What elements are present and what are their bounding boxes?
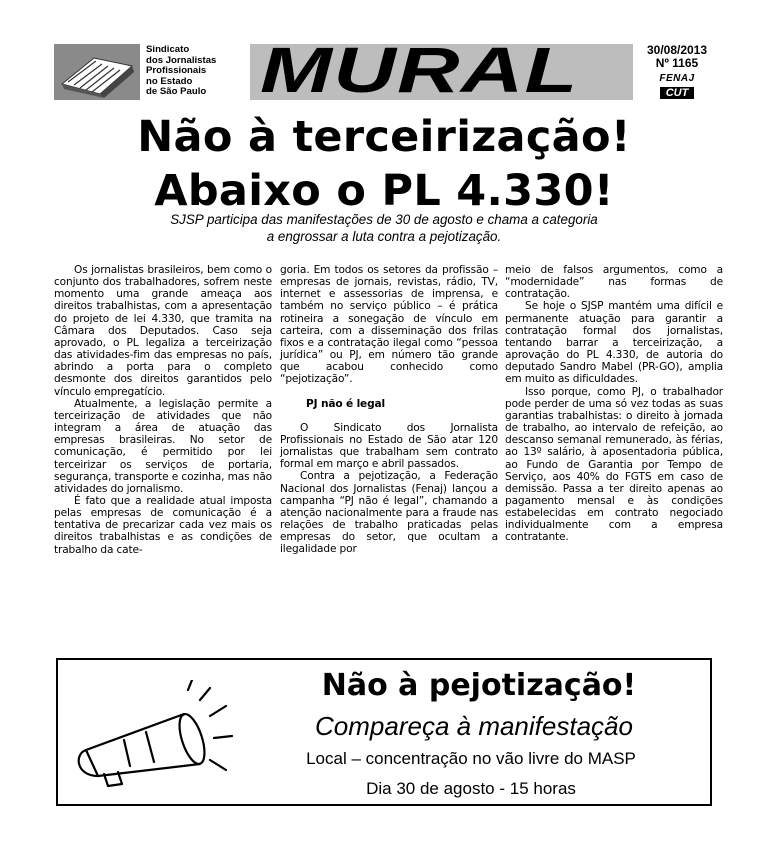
article-column-3 xyxy=(505,264,723,544)
paragraph: Atualmente, a legislação permite a terceirização de atividades que não integram a área de atuação das empresas brasileiras. No setor de comunicação, é permitido por lei terceirizar os serviços de portaria, segurança, transporte e cozinha, mas não atividades do jornalismo. xyxy=(54,397,272,495)
paragraph: Isso porque, como PJ, o trabalhador pode perder de uma só vez todas as suas garantias trabalhistas: o direito à jornada de trabalho, ao intervalo de refeição, ao descanso semanal remunerado, às férias, ao 13º salário, à aposentadoria pública, ao Fundo de Garantia por Tempo de Serviço, aos 40% do FGTS em caso de demissão. Passa a ter direito apenas ao pagamento mensal e às condições estabelecidas em contrato negociado individualmente com a empresa contratante. xyxy=(505,385,723,544)
article-column-1 xyxy=(54,264,272,556)
callout-subtitle: Compareça à manifestação xyxy=(315,711,633,741)
paragraph: Contra a pejotização, a Federação Nacional dos Jornalistas (Fenaj) lançou a campanha “PJ não é legal”, chamando a atenção nacionalmente para a fraude nas relações de trabalho praticadas pelas empresas do setor, que ocultam a ilegalidade por xyxy=(280,470,498,556)
cut-logo: CUT xyxy=(660,87,695,99)
event-callout xyxy=(56,658,712,806)
paragraph: É fato que a realidade atual imposta pelas empresas de comunicação é a tentativa de precarizar cada vez mais os direitos trabalhistas e as condições de trabalho da cate- xyxy=(54,494,272,556)
section-heading: PJ não é legal xyxy=(306,397,386,410)
sjsp-logo-icon xyxy=(54,44,140,100)
issue-number: Nº 1165 xyxy=(655,56,699,70)
headline-line-2: Abaixo o PL 4.330! xyxy=(154,166,614,216)
masthead xyxy=(54,34,714,106)
paragraph: meio de falsos argumentos, como a “modernidade” nas formas de contratação. xyxy=(505,264,723,301)
issue-date: 30/08/2013 xyxy=(646,43,708,57)
callout-title: Não à pejotização! xyxy=(321,668,637,703)
union-name: Sindicato dos Jornalistas Profissionais no Estado de São Paulo xyxy=(146,44,217,98)
fenaj-logo: FENAJ xyxy=(659,73,695,84)
paragraph: goria. Em todos os setores da profissão – empresas de jornais, revistas, rádio, TV, internet e assessorias de imprensa, e também no serviço público – é prática rotineira a sonegação de vínculo em carteira, com a disseminação dos frilas fixos e a contratação ilegal como “pessoa jurídica” ou PJ, em número tão grande que acabou conhecido como “pejotização”. xyxy=(280,264,498,386)
callout-date: Dia 30 de agosto - 15 horas xyxy=(366,779,576,798)
headline-line-1: Não à terceirização! xyxy=(137,112,631,162)
megaphone-icon xyxy=(64,680,234,795)
newsletter-title: MURAL xyxy=(260,34,579,106)
paragraph: Se hoje o SJSP mantém uma difícil e permanente atuação para garantir a contratação formal dos jornalistas, tentando barrar a terceirização, a aprovação do PL 4.330, de autoria do deputado Sandro Mabel (PR-GO), amplia em muito as dificuldades. xyxy=(505,300,723,386)
subheadline: SJSP participa das manifestações de 30 de agosto e chama a categoria a engrossar a luta contra a pejotização. xyxy=(170,212,598,244)
callout-location: Local – concentração no vão livre do MASP xyxy=(306,749,636,768)
paragraph: O Sindicato dos Jornalista Profissionais no Estado de São atar 120 jornalistas que trabalham sem contrato formal em março e abril passados. xyxy=(280,421,498,471)
paragraph: Os jornalistas brasileiros, bem como o conjunto dos trabalhadores, sofrem neste momento uma grande ameaça aos direitos trabalhistas, com a apresentação do projeto de lei 4.330, que tramita na Câmara dos Deputados. Caso seja aprovado, o PL legaliza a terceirização das atividades-fim das empresas no país, abrindo a porta para o completo desmonte dos direitos garantidos pelo vínculo empregatício. xyxy=(54,264,272,398)
article-column-2 xyxy=(280,264,498,555)
edition-info xyxy=(637,44,717,99)
main-headline xyxy=(0,110,768,218)
